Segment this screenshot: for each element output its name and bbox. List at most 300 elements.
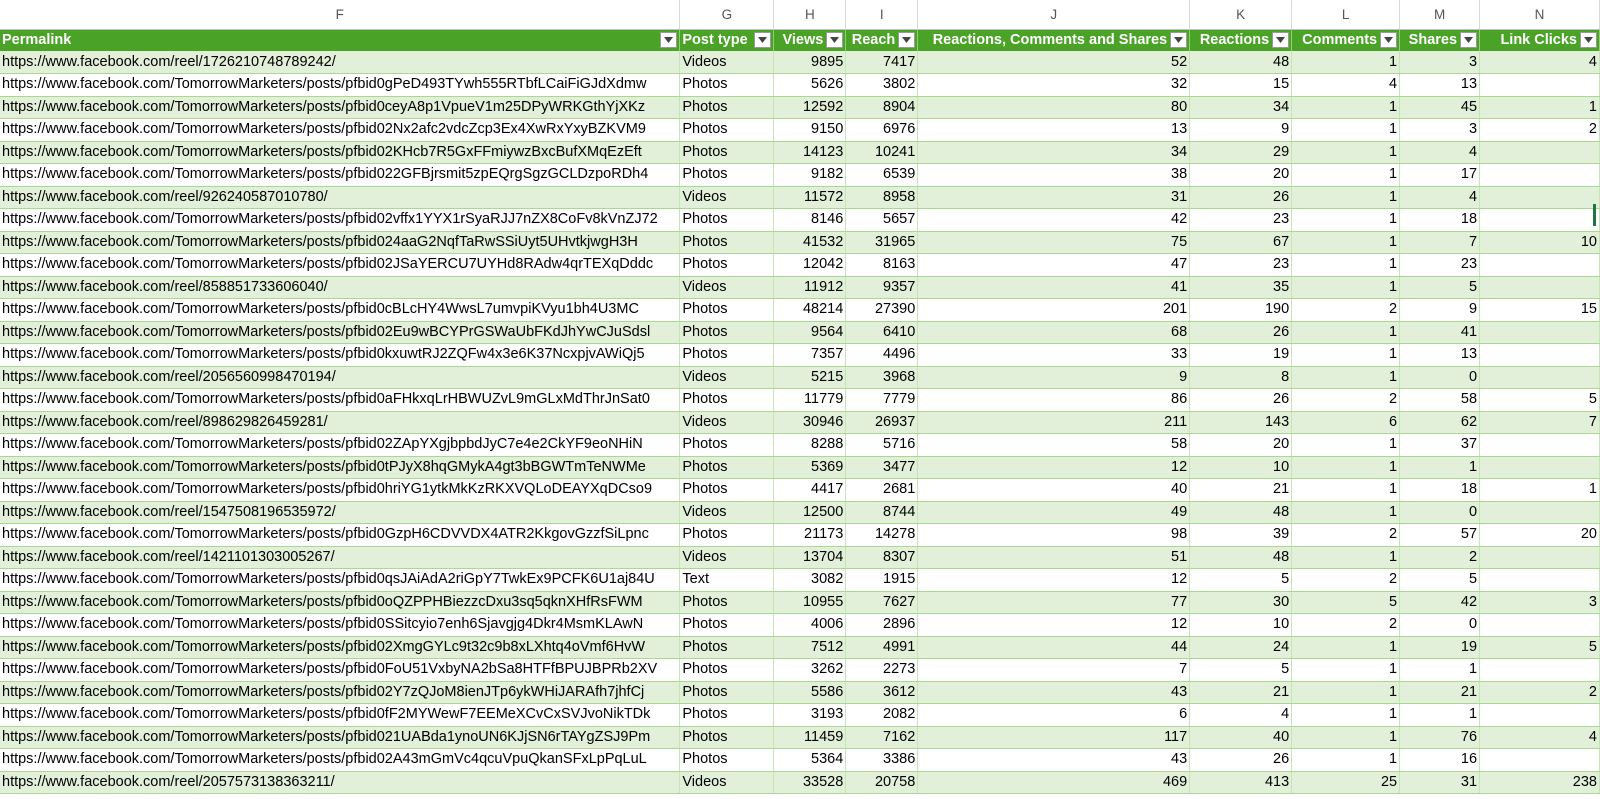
cell-reactions-comments-and-shares[interactable]: 80 (918, 96, 1190, 119)
cell-permalink[interactable]: https://www.facebook.com/TomorrowMarketers/posts/pfbid0SSitcyio7enh6Sjavgjg4Dkr4MsmKLAwN (0, 614, 680, 637)
cell-reactions-comments-and-shares[interactable]: 51 (918, 546, 1190, 569)
cell-shares[interactable]: 4 (1400, 186, 1480, 209)
cell-comments[interactable]: 1 (1292, 119, 1400, 142)
cell-comments[interactable]: 1 (1292, 366, 1400, 389)
cell-permalink[interactable]: https://www.facebook.com/reel/858851733606040/ (0, 276, 680, 299)
cell-reactions[interactable]: 24 (1190, 636, 1292, 659)
cell-views[interactable]: 11779 (774, 389, 846, 412)
cell-reactions[interactable]: 26 (1190, 749, 1292, 772)
cell-post-type[interactable]: Photos (680, 389, 774, 412)
cell-link-clicks[interactable]: 10 (1480, 231, 1600, 254)
cell-shares[interactable]: 57 (1400, 524, 1480, 547)
cell-comments[interactable]: 2 (1292, 299, 1400, 322)
cell-comments[interactable]: 1 (1292, 321, 1400, 344)
cell-post-type[interactable]: Photos (680, 321, 774, 344)
cell-reach[interactable]: 6410 (846, 321, 918, 344)
cell-views[interactable]: 41532 (774, 231, 846, 254)
cell-link-clicks[interactable] (1480, 569, 1600, 592)
cell-link-clicks[interactable]: 4 (1480, 51, 1600, 74)
cell-comments[interactable]: 1 (1292, 209, 1400, 232)
cell-reactions-comments-and-shares[interactable]: 12 (918, 569, 1190, 592)
cell-shares[interactable]: 1 (1400, 456, 1480, 479)
column-letter-m[interactable]: M (1400, 0, 1480, 29)
cell-link-clicks[interactable] (1480, 456, 1600, 479)
cell-permalink[interactable]: https://www.facebook.com/reel/926240587010780/ (0, 186, 680, 209)
cell-comments[interactable]: 1 (1292, 96, 1400, 119)
cell-shares[interactable]: 18 (1400, 479, 1480, 502)
cell-views[interactable]: 3193 (774, 704, 846, 727)
cell-reach[interactable]: 7627 (846, 591, 918, 614)
cell-link-clicks[interactable] (1480, 209, 1600, 232)
cell-reactions-comments-and-shares[interactable]: 52 (918, 51, 1190, 74)
cell-views[interactable]: 3262 (774, 659, 846, 682)
column-letter-k[interactable]: K (1190, 0, 1292, 29)
cell-shares[interactable]: 13 (1400, 74, 1480, 97)
cell-post-type[interactable]: Photos (680, 299, 774, 322)
cell-reactions[interactable]: 8 (1190, 366, 1292, 389)
cell-permalink[interactable]: https://www.facebook.com/TomorrowMarketers/posts/pfbid022GFBjrsmit5zpEQrgSgzGCLDzpoRDh4 (0, 164, 680, 187)
cell-post-type[interactable]: Photos (680, 591, 774, 614)
cell-reactions-comments-and-shares[interactable]: 31 (918, 186, 1190, 209)
cell-reactions[interactable]: 5 (1190, 569, 1292, 592)
cell-post-type[interactable]: Text (680, 569, 774, 592)
cell-permalink[interactable]: https://www.facebook.com/reel/2057573138363211/ (0, 771, 680, 794)
cell-permalink[interactable]: https://www.facebook.com/TomorrowMarketers/posts/pfbid0GzpH6CDVVDX4ATR2KkgovGzzfSiLpnc (0, 524, 680, 547)
cell-reactions[interactable]: 48 (1190, 546, 1292, 569)
cell-post-type[interactable]: Videos (680, 501, 774, 524)
cell-permalink[interactable]: https://www.facebook.com/TomorrowMarketers/posts/pfbid0FoU51VxbyNA2bSa8HTFfBPUJBPRb2XV (0, 659, 680, 682)
cell-link-clicks[interactable] (1480, 366, 1600, 389)
cell-views[interactable]: 5215 (774, 366, 846, 389)
cell-comments[interactable]: 1 (1292, 51, 1400, 74)
cell-post-type[interactable]: Videos (680, 771, 774, 794)
cell-permalink[interactable]: https://www.facebook.com/TomorrowMarketers/posts/pfbid02JSaYERCU7UYHd8RAdw4qrTEXqDddc (0, 254, 680, 277)
cell-shares[interactable]: 3 (1400, 119, 1480, 142)
cell-reach[interactable]: 9357 (846, 276, 918, 299)
cell-link-clicks[interactable]: 15 (1480, 299, 1600, 322)
cell-reactions[interactable]: 23 (1190, 254, 1292, 277)
cell-post-type[interactable]: Photos (680, 119, 774, 142)
cell-reactions-comments-and-shares[interactable]: 34 (918, 141, 1190, 164)
cell-views[interactable]: 9182 (774, 164, 846, 187)
cell-reactions[interactable]: 20 (1190, 434, 1292, 457)
cell-reactions-comments-and-shares[interactable]: 33 (918, 344, 1190, 367)
cell-permalink[interactable]: https://www.facebook.com/reel/1726210748789242/ (0, 51, 680, 74)
cell-comments[interactable]: 1 (1292, 501, 1400, 524)
cell-shares[interactable]: 18 (1400, 209, 1480, 232)
cell-reach[interactable]: 7417 (846, 51, 918, 74)
cell-reactions[interactable]: 29 (1190, 141, 1292, 164)
cell-post-type[interactable]: Videos (680, 51, 774, 74)
cell-comments[interactable]: 1 (1292, 434, 1400, 457)
cell-views[interactable]: 12592 (774, 96, 846, 119)
cell-link-clicks[interactable] (1480, 321, 1600, 344)
cell-comments[interactable]: 1 (1292, 276, 1400, 299)
cell-shares[interactable]: 4 (1400, 141, 1480, 164)
cell-post-type[interactable]: Videos (680, 366, 774, 389)
cell-link-clicks[interactable] (1480, 186, 1600, 209)
cell-reach[interactable]: 20758 (846, 771, 918, 794)
cell-post-type[interactable]: Photos (680, 749, 774, 772)
cell-shares[interactable]: 1 (1400, 704, 1480, 727)
cell-permalink[interactable]: https://www.facebook.com/TomorrowMarketers/posts/pfbid02vffx1YYX1rSyaRJJ7nZX8CoFv8kVnZJ72 (0, 209, 680, 232)
filter-dropdown-button[interactable] (1170, 32, 1187, 48)
cell-views[interactable]: 13704 (774, 546, 846, 569)
cell-shares[interactable]: 5 (1400, 276, 1480, 299)
cell-link-clicks[interactable]: 4 (1480, 726, 1600, 749)
cell-comments[interactable]: 2 (1292, 569, 1400, 592)
cell-reactions-comments-and-shares[interactable]: 43 (918, 749, 1190, 772)
cell-reactions[interactable]: 23 (1190, 209, 1292, 232)
cell-comments[interactable]: 1 (1292, 726, 1400, 749)
cell-shares[interactable]: 0 (1400, 614, 1480, 637)
cell-link-clicks[interactable]: 2 (1480, 681, 1600, 704)
cell-reach[interactable]: 8163 (846, 254, 918, 277)
cell-views[interactable]: 14123 (774, 141, 846, 164)
cell-shares[interactable]: 76 (1400, 726, 1480, 749)
cell-reactions[interactable]: 4 (1190, 704, 1292, 727)
cell-reactions[interactable]: 34 (1190, 96, 1292, 119)
cell-post-type[interactable]: Photos (680, 74, 774, 97)
cell-reactions-comments-and-shares[interactable]: 201 (918, 299, 1190, 322)
cell-reactions-comments-and-shares[interactable]: 42 (918, 209, 1190, 232)
cell-shares[interactable]: 17 (1400, 164, 1480, 187)
cell-link-clicks[interactable]: 238 (1480, 771, 1600, 794)
cell-permalink[interactable]: https://www.facebook.com/TomorrowMarketers/posts/pfbid02ZApYXgjbpbdJyC7e4e2CkYF9eoNHiN (0, 434, 680, 457)
cell-comments[interactable]: 1 (1292, 231, 1400, 254)
cell-reactions-comments-and-shares[interactable]: 98 (918, 524, 1190, 547)
cell-reactions[interactable]: 26 (1190, 389, 1292, 412)
cell-shares[interactable]: 58 (1400, 389, 1480, 412)
cell-link-clicks[interactable]: 5 (1480, 389, 1600, 412)
cell-views[interactable]: 48214 (774, 299, 846, 322)
column-letter-j[interactable]: J (918, 0, 1190, 29)
cell-link-clicks[interactable]: 1 (1480, 479, 1600, 502)
cell-reactions-comments-and-shares[interactable]: 13 (918, 119, 1190, 142)
cell-views[interactable]: 8288 (774, 434, 846, 457)
filter-dropdown-button[interactable] (1580, 32, 1597, 48)
cell-views[interactable]: 9150 (774, 119, 846, 142)
cell-post-type[interactable]: Photos (680, 96, 774, 119)
cell-reach[interactable]: 10241 (846, 141, 918, 164)
cell-reach[interactable]: 2082 (846, 704, 918, 727)
cell-reactions-comments-and-shares[interactable]: 38 (918, 164, 1190, 187)
cell-comments[interactable]: 1 (1292, 186, 1400, 209)
cell-reach[interactable]: 26937 (846, 411, 918, 434)
cell-comments[interactable]: 1 (1292, 704, 1400, 727)
cell-link-clicks[interactable] (1480, 164, 1600, 187)
cell-reactions[interactable]: 190 (1190, 299, 1292, 322)
cell-shares[interactable]: 23 (1400, 254, 1480, 277)
cell-post-type[interactable]: Photos (680, 681, 774, 704)
cell-post-type[interactable]: Videos (680, 186, 774, 209)
cell-link-clicks[interactable] (1480, 276, 1600, 299)
cell-views[interactable]: 9895 (774, 51, 846, 74)
cell-comments[interactable]: 2 (1292, 389, 1400, 412)
cell-comments[interactable]: 1 (1292, 254, 1400, 277)
cell-link-clicks[interactable] (1480, 546, 1600, 569)
cell-reach[interactable]: 3477 (846, 456, 918, 479)
cell-post-type[interactable]: Photos (680, 726, 774, 749)
cell-reactions-comments-and-shares[interactable]: 41 (918, 276, 1190, 299)
cell-reactions[interactable]: 5 (1190, 659, 1292, 682)
cell-reactions-comments-and-shares[interactable]: 40 (918, 479, 1190, 502)
cell-reactions[interactable]: 26 (1190, 321, 1292, 344)
filter-dropdown-button[interactable] (660, 32, 677, 48)
cell-reactions[interactable]: 39 (1190, 524, 1292, 547)
cell-shares[interactable]: 41 (1400, 321, 1480, 344)
cell-reactions[interactable]: 67 (1190, 231, 1292, 254)
cell-reach[interactable]: 3802 (846, 74, 918, 97)
cell-permalink[interactable]: https://www.facebook.com/TomorrowMarketers/posts/pfbid02Eu9wBCYPrGSWaUbFKdJhYwCJuSdsl (0, 321, 680, 344)
cell-comments[interactable]: 1 (1292, 344, 1400, 367)
cell-post-type[interactable]: Photos (680, 434, 774, 457)
cell-link-clicks[interactable]: 1 (1480, 96, 1600, 119)
cell-reactions[interactable]: 10 (1190, 456, 1292, 479)
cell-post-type[interactable]: Photos (680, 254, 774, 277)
cell-reach[interactable]: 5657 (846, 209, 918, 232)
cell-shares[interactable]: 16 (1400, 749, 1480, 772)
cell-reactions-comments-and-shares[interactable]: 75 (918, 231, 1190, 254)
cell-link-clicks[interactable]: 7 (1480, 411, 1600, 434)
cell-permalink[interactable]: https://www.facebook.com/TomorrowMarketers/posts/pfbid02Y7zQJoM8ienJTp6ykWHiJARAfh7jhfCj (0, 681, 680, 704)
cell-reactions[interactable]: 26 (1190, 186, 1292, 209)
cell-comments[interactable]: 1 (1292, 681, 1400, 704)
cell-reach[interactable]: 8904 (846, 96, 918, 119)
cell-link-clicks[interactable]: 3 (1480, 591, 1600, 614)
cell-reactions[interactable]: 15 (1190, 74, 1292, 97)
cell-reactions-comments-and-shares[interactable]: 86 (918, 389, 1190, 412)
filter-dropdown-button[interactable] (1380, 32, 1397, 48)
cell-shares[interactable]: 19 (1400, 636, 1480, 659)
column-letter-g[interactable]: G (680, 0, 774, 29)
cell-permalink[interactable]: https://www.facebook.com/TomorrowMarketers/posts/pfbid021UABda1ynoUN6KJjSN6rTAYgZSJ9Pm (0, 726, 680, 749)
cell-views[interactable]: 33528 (774, 771, 846, 794)
cell-views[interactable]: 5586 (774, 681, 846, 704)
cell-shares[interactable]: 5 (1400, 569, 1480, 592)
cell-reach[interactable]: 2273 (846, 659, 918, 682)
cell-comments[interactable]: 6 (1292, 411, 1400, 434)
cell-views[interactable]: 3082 (774, 569, 846, 592)
cell-permalink[interactable]: https://www.facebook.com/reel/2056560998470194/ (0, 366, 680, 389)
cell-reactions[interactable]: 10 (1190, 614, 1292, 637)
cell-views[interactable]: 9564 (774, 321, 846, 344)
cell-post-type[interactable]: Videos (680, 546, 774, 569)
cell-reach[interactable]: 6539 (846, 164, 918, 187)
cell-views[interactable]: 12042 (774, 254, 846, 277)
cell-shares[interactable]: 9 (1400, 299, 1480, 322)
cell-comments[interactable]: 4 (1292, 74, 1400, 97)
filter-dropdown-button[interactable] (898, 32, 915, 48)
cell-reactions-comments-and-shares[interactable]: 12 (918, 456, 1190, 479)
filter-dropdown-button[interactable] (754, 32, 771, 48)
cell-permalink[interactable]: https://www.facebook.com/TomorrowMarketers/posts/pfbid02A43mGmVc4qcuVpuQkanSFxLpPqLuL (0, 749, 680, 772)
cell-views[interactable]: 11912 (774, 276, 846, 299)
cell-reactions[interactable]: 30 (1190, 591, 1292, 614)
cell-reach[interactable]: 5716 (846, 434, 918, 457)
cell-post-type[interactable]: Videos (680, 276, 774, 299)
cell-reach[interactable]: 14278 (846, 524, 918, 547)
cell-comments[interactable]: 25 (1292, 771, 1400, 794)
cell-permalink[interactable]: https://www.facebook.com/TomorrowMarketers/posts/pfbid0tPJyX8hqGMykA4gt3bBGWTmTeNWMe (0, 456, 680, 479)
cell-reactions-comments-and-shares[interactable]: 12 (918, 614, 1190, 637)
cell-reactions-comments-and-shares[interactable]: 68 (918, 321, 1190, 344)
cell-reactions[interactable]: 40 (1190, 726, 1292, 749)
cell-shares[interactable]: 3 (1400, 51, 1480, 74)
cell-reactions[interactable]: 143 (1190, 411, 1292, 434)
cell-link-clicks[interactable] (1480, 749, 1600, 772)
filter-dropdown-button[interactable] (826, 32, 843, 48)
cell-shares[interactable]: 62 (1400, 411, 1480, 434)
cell-link-clicks[interactable]: 20 (1480, 524, 1600, 547)
cell-views[interactable]: 8146 (774, 209, 846, 232)
cell-permalink[interactable]: https://www.facebook.com/reel/898629826459281/ (0, 411, 680, 434)
column-letter-l[interactable]: L (1292, 0, 1400, 29)
cell-post-type[interactable]: Videos (680, 411, 774, 434)
cell-link-clicks[interactable]: 5 (1480, 636, 1600, 659)
cell-post-type[interactable]: Photos (680, 231, 774, 254)
cell-link-clicks[interactable] (1480, 254, 1600, 277)
cell-views[interactable]: 5369 (774, 456, 846, 479)
cell-views[interactable]: 11572 (774, 186, 846, 209)
cell-views[interactable]: 7357 (774, 344, 846, 367)
cell-reactions-comments-and-shares[interactable]: 44 (918, 636, 1190, 659)
cell-reactions-comments-and-shares[interactable]: 47 (918, 254, 1190, 277)
cell-permalink[interactable]: https://www.facebook.com/reel/1421101303005267/ (0, 546, 680, 569)
cell-shares[interactable]: 13 (1400, 344, 1480, 367)
cell-link-clicks[interactable] (1480, 614, 1600, 637)
cell-post-type[interactable]: Photos (680, 614, 774, 637)
cell-reactions-comments-and-shares[interactable]: 49 (918, 501, 1190, 524)
cell-link-clicks[interactable] (1480, 141, 1600, 164)
column-letter-i[interactable]: I (846, 0, 918, 29)
cell-reactions-comments-and-shares[interactable]: 469 (918, 771, 1190, 794)
cell-reach[interactable]: 2681 (846, 479, 918, 502)
cell-reactions-comments-and-shares[interactable]: 32 (918, 74, 1190, 97)
cell-reach[interactable]: 1915 (846, 569, 918, 592)
cell-permalink[interactable]: https://www.facebook.com/TomorrowMarketers/posts/pfbid0gPeD493TYwh555RTbfLCaiFiGJdXdmw (0, 74, 680, 97)
filter-dropdown-button[interactable] (1460, 32, 1477, 48)
cell-reactions[interactable]: 9 (1190, 119, 1292, 142)
cell-comments[interactable]: 1 (1292, 546, 1400, 569)
cell-post-type[interactable]: Photos (680, 659, 774, 682)
cell-link-clicks[interactable]: 2 (1480, 119, 1600, 142)
cell-post-type[interactable]: Photos (680, 209, 774, 232)
cell-shares[interactable]: 1 (1400, 659, 1480, 682)
cell-reactions[interactable]: 413 (1190, 771, 1292, 794)
cell-permalink[interactable]: https://www.facebook.com/TomorrowMarketers/posts/pfbid0aFHkxqLrHBWUZvL9mGLxMdThrJnSat0 (0, 389, 680, 412)
cell-reach[interactable]: 3386 (846, 749, 918, 772)
cell-comments[interactable]: 2 (1292, 524, 1400, 547)
cell-permalink[interactable]: https://www.facebook.com/TomorrowMarketers/posts/pfbid02XmgGYLc9t32c9b8xLXhtq4oVmf6HvW (0, 636, 680, 659)
cell-link-clicks[interactable] (1480, 704, 1600, 727)
cell-shares[interactable]: 2 (1400, 546, 1480, 569)
cell-reactions[interactable]: 48 (1190, 51, 1292, 74)
cell-permalink[interactable]: https://www.facebook.com/reel/1547508196535972/ (0, 501, 680, 524)
cell-permalink[interactable]: https://www.facebook.com/TomorrowMarketers/posts/pfbid0oQZPPHBiezzcDxu3sq5qknXHfRsFWM (0, 591, 680, 614)
cell-shares[interactable]: 37 (1400, 434, 1480, 457)
cell-post-type[interactable]: Photos (680, 141, 774, 164)
cell-reactions-comments-and-shares[interactable]: 7 (918, 659, 1190, 682)
cell-post-type[interactable]: Photos (680, 479, 774, 502)
cell-reach[interactable]: 8307 (846, 546, 918, 569)
column-letter-f[interactable]: F (0, 0, 680, 29)
cell-permalink[interactable]: https://www.facebook.com/TomorrowMarketers/posts/pfbid0fF2MYWewF7EEMeXCvCxSVJvoNikTDk (0, 704, 680, 727)
cell-reactions[interactable]: 48 (1190, 501, 1292, 524)
cell-reactions[interactable]: 19 (1190, 344, 1292, 367)
cell-post-type[interactable]: Photos (680, 164, 774, 187)
cell-shares[interactable]: 0 (1400, 501, 1480, 524)
cell-reactions[interactable]: 35 (1190, 276, 1292, 299)
cell-views[interactable]: 4006 (774, 614, 846, 637)
cell-comments[interactable]: 1 (1292, 479, 1400, 502)
cell-post-type[interactable]: Photos (680, 704, 774, 727)
cell-comments[interactable]: 1 (1292, 164, 1400, 187)
cell-comments[interactable]: 1 (1292, 749, 1400, 772)
cell-views[interactable]: 7512 (774, 636, 846, 659)
cell-shares[interactable]: 7 (1400, 231, 1480, 254)
cell-views[interactable]: 5364 (774, 749, 846, 772)
cell-views[interactable]: 5626 (774, 74, 846, 97)
cell-views[interactable]: 11459 (774, 726, 846, 749)
cell-views[interactable]: 21173 (774, 524, 846, 547)
cell-reach[interactable]: 6976 (846, 119, 918, 142)
cell-reactions-comments-and-shares[interactable]: 77 (918, 591, 1190, 614)
cell-reach[interactable]: 3612 (846, 681, 918, 704)
cell-views[interactable]: 30946 (774, 411, 846, 434)
cell-reactions-comments-and-shares[interactable]: 58 (918, 434, 1190, 457)
cell-reach[interactable]: 7162 (846, 726, 918, 749)
cell-reach[interactable]: 4496 (846, 344, 918, 367)
cell-permalink[interactable]: https://www.facebook.com/TomorrowMarketers/posts/pfbid0hriYG1ytkMkKzRKXVQLoDEAYXqDCso9 (0, 479, 680, 502)
cell-post-type[interactable]: Photos (680, 344, 774, 367)
cell-permalink[interactable]: https://www.facebook.com/TomorrowMarketers/posts/pfbid024aaG2NqfTaRwSSiUyt5UHvtkjwgH3H (0, 231, 680, 254)
cell-views[interactable]: 12500 (774, 501, 846, 524)
cell-comments[interactable]: 2 (1292, 614, 1400, 637)
column-letter-h[interactable]: H (774, 0, 846, 29)
cell-permalink[interactable]: https://www.facebook.com/TomorrowMarketers/posts/pfbid0kxuwtRJ2ZQFw4x3e6K37NcxpjvAWiQj5 (0, 344, 680, 367)
cell-comments[interactable]: 1 (1292, 456, 1400, 479)
cell-comments[interactable]: 1 (1292, 659, 1400, 682)
column-letter-n[interactable]: N (1480, 0, 1600, 29)
cell-views[interactable]: 4417 (774, 479, 846, 502)
cell-reach[interactable]: 27390 (846, 299, 918, 322)
cell-reach[interactable]: 7779 (846, 389, 918, 412)
cell-reactions[interactable]: 21 (1190, 681, 1292, 704)
cell-shares[interactable]: 21 (1400, 681, 1480, 704)
cell-reactions-comments-and-shares[interactable]: 117 (918, 726, 1190, 749)
cell-reach[interactable]: 4991 (846, 636, 918, 659)
cell-permalink[interactable]: https://www.facebook.com/TomorrowMarketers/posts/pfbid02KHcb7R5GxFFmiywzBxcBufXMqEzEft (0, 141, 680, 164)
cell-post-type[interactable]: Photos (680, 524, 774, 547)
cell-reach[interactable]: 8958 (846, 186, 918, 209)
cell-shares[interactable]: 0 (1400, 366, 1480, 389)
cell-shares[interactable]: 31 (1400, 771, 1480, 794)
cell-reach[interactable]: 3968 (846, 366, 918, 389)
cell-comments[interactable]: 5 (1292, 591, 1400, 614)
cell-reach[interactable]: 2896 (846, 614, 918, 637)
cell-comments[interactable]: 1 (1292, 636, 1400, 659)
cell-link-clicks[interactable] (1480, 501, 1600, 524)
cell-permalink[interactable]: https://www.facebook.com/TomorrowMarketers/posts/pfbid02Nx2afc2vdcZcp3Ex4XwRxYxyBZKVM9 (0, 119, 680, 142)
cell-reactions[interactable]: 20 (1190, 164, 1292, 187)
cell-permalink[interactable]: https://www.facebook.com/TomorrowMarketers/posts/pfbid0ceyA8p1VpueV1m25DPyWRKGthYjXKz (0, 96, 680, 119)
cell-post-type[interactable]: Photos (680, 636, 774, 659)
cell-reactions-comments-and-shares[interactable]: 9 (918, 366, 1190, 389)
cell-comments[interactable]: 1 (1292, 141, 1400, 164)
cell-shares[interactable]: 42 (1400, 591, 1480, 614)
cell-reach[interactable]: 8744 (846, 501, 918, 524)
